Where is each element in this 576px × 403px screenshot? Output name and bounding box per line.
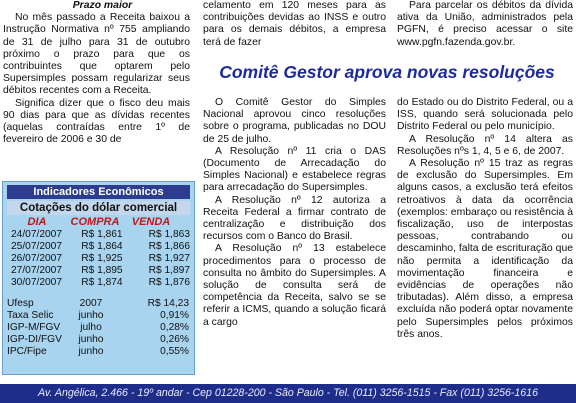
paragraph: Significa dizer que o fisco deu mais 90 dias para que as dívidas recentes (aquelas contraídas entre 1º de fevereiro de 2006 e 30 de [3, 97, 190, 146]
rate-day: 27/07/2007 [11, 265, 62, 276]
rate-day: 24/07/2007 [11, 229, 62, 240]
article-column-2 [203, 97, 386, 329]
article-column-3 [397, 97, 573, 341]
paragraph: A Resolução nº 11 cria o DAS (Documento de Arrecadação do Simples Nacional) e estabelece regras para arrecadação do Supersimples. [203, 145, 386, 194]
header-day: DIA [27, 216, 47, 228]
index-value: 0,26% [160, 334, 189, 345]
paragraph: No mês passado a Receita baixou a Instrução Normativa nº 755 ampliando de 31 de julho para 31 de outubro próximo o prazo para que os contribuintes que optarem pelo Supersimples possam regularizar seus débitos recentes com a Receita. [3, 12, 190, 97]
rate-sell: R$ 1,876 [148, 277, 190, 288]
table-row [7, 334, 190, 346]
table-row [7, 253, 190, 265]
index-value: 0,91% [160, 310, 189, 321]
index-period: junho [78, 346, 104, 357]
index-name: Taxa Selic [7, 310, 54, 321]
index-value: R$ 14,23 [147, 298, 189, 309]
indicators-box [2, 181, 195, 375]
index-name: IGP-DI/FGV [7, 334, 62, 345]
table-row [7, 346, 190, 358]
headline: Comitê Gestor aprova novas resoluções [219, 62, 555, 82]
article-column-1 [3, 0, 190, 146]
index-value: 0,55% [160, 346, 189, 357]
indicators-title: Indicadores Econômicos [7, 185, 190, 199]
footer-address-bar: Av. Angélica, 2.466 - 19º andar - Cep 01228-200 - São Paulo - Tel. (011) 3256-1515 - Fax (011) 3256-1616 [0, 384, 576, 403]
index-name: Ufesp [7, 298, 34, 309]
index-period: 2007 [79, 298, 103, 309]
table-row [7, 265, 190, 277]
table-row [7, 298, 190, 310]
header-buy: COMPRA [70, 216, 120, 228]
index-period: junho [78, 334, 104, 345]
rate-sell: R$ 1,863 [148, 229, 190, 240]
index-name: IPC/Fipe [7, 346, 47, 357]
rate-sell: R$ 1,897 [148, 265, 190, 276]
economic-indexes-table [7, 298, 190, 358]
header-sell: VENDA [131, 216, 171, 228]
paragraph: A Resolução nº 14 altera as Resoluções nºs 1, 4, 5 e 6, de 2007. [397, 133, 573, 157]
paragraph: do Estado ou do Distrito Federal, ou a ISS, quando será solucionada pelo Distrito Federal ou pelo município. [397, 97, 573, 133]
paragraph: A Resolução nº 12 autoriza a Receita Federal a firmar contrato de centralização e distribuição dos recursos com o Banco do Brasil. [203, 194, 386, 243]
rate-buy: R$ 1,864 [81, 241, 123, 252]
table-row [7, 229, 190, 241]
article-column-2-top [203, 0, 386, 49]
index-period: junho [78, 310, 104, 321]
index-name: IGP-M/FGV [7, 322, 61, 333]
article-column-3-top [397, 0, 573, 49]
paragraph: Para parcelar os débitos da dívida ativa da União, administrados pela PGFN, é preciso acessar o site www.pgfn.fazenda.gov.br. [397, 0, 573, 48]
table-row [7, 322, 190, 334]
dollar-quotes-subtitle: Cotações do dólar comercial [7, 201, 190, 215]
rate-day: 26/07/2007 [11, 253, 62, 264]
rate-buy: R$ 1,895 [81, 265, 123, 276]
table-row [7, 241, 190, 253]
paragraph: celamento em 120 meses para as contribuições devidas ao INSS e outro para os demais débitos, a empresa terá de fazer [203, 0, 386, 48]
paragraph: A Resolução nº 13 estabelece procedimentos para o processo de consulta no âmbito do Supersimples. A solução de consulta será de competência da Receita, salvo se se referir a ICMS, quando a solução ficará a cargo [203, 243, 386, 328]
rates-header-row [7, 216, 190, 229]
rate-sell: R$ 1,927 [148, 253, 190, 264]
rate-sell: R$ 1,866 [148, 241, 190, 252]
dollar-rates-table [7, 216, 190, 289]
rate-buy: R$ 1,861 [81, 229, 123, 240]
paragraph: A Resolução nº 15 traz as regras de exclusão do Supersimples. Em alguns casos, a exclusão terá efeitos retroativos à data da ocorrência (exemplos: embaraço ou resistência à fiscalização, uso de interpostas pessoas, contrabando ou descaminho, falta de escrituração que não permita a identificação da movimentação financeira e evidências de operações não tributadas). Além disso, a empresa excluída não poderá optar novamente pelo Supersimples pelos próximos três anos. [397, 158, 573, 340]
rate-day: 25/07/2007 [11, 241, 62, 252]
table-row [7, 277, 190, 289]
table-row [7, 310, 190, 322]
index-value: 0,28% [160, 322, 189, 333]
subhead-prazo-maior: Prazo maior [72, 0, 133, 11]
rate-day: 30/07/2007 [11, 277, 62, 288]
rate-buy: R$ 1,874 [81, 277, 123, 288]
index-period: julho [80, 322, 102, 333]
paragraph: O Comitê Gestor do Simples Nacional aprovou cinco resoluções sobre o programa, publicadas no DOU de 25 de julho. [203, 97, 386, 145]
rate-buy: R$ 1,925 [81, 253, 123, 264]
